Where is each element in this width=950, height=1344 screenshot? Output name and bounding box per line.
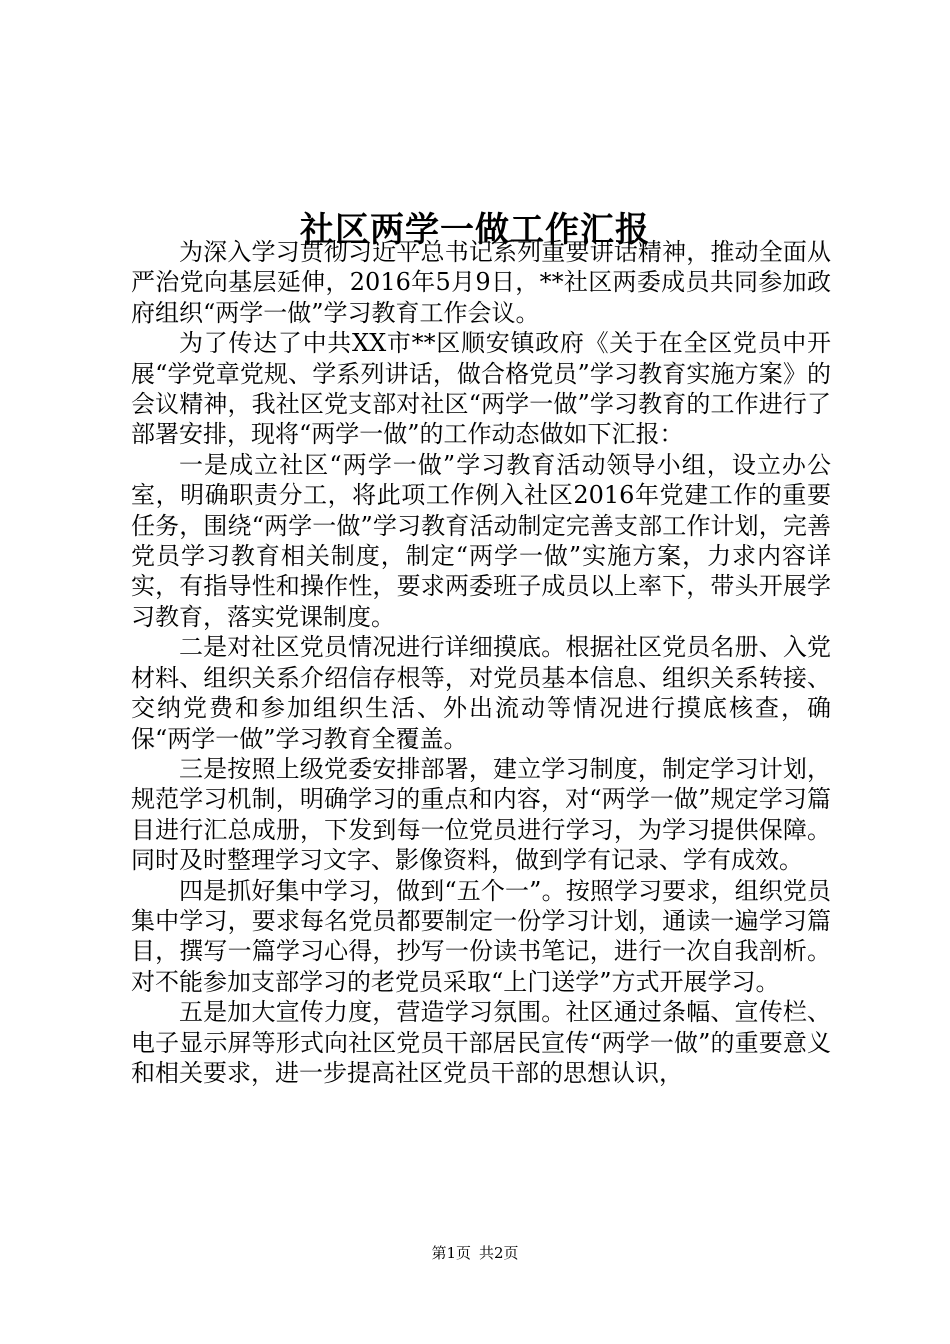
- paragraph-item-5: 五是加大宣传力度，营造学习氛围。社区通过条幅、宣传栏、电子显示屏等形式向社区党员干部居民宣传“两学一做”的重要意义和相关要求，进一步提高社区党员干部的思想认识，: [131, 998, 831, 1087]
- page-number-current: 第1页: [431, 1244, 471, 1262]
- paragraph-intro: 为深入学习贯彻习近平总书记系列重要讲话精神，推动全面从严治党向基层延伸，2016年5月9日，**社区两委成员共同参加政府组织“两学一做”学习教育工作会议。: [131, 238, 831, 327]
- paragraph-item-1: 一是成立社区“两学一做”学习教育活动领导小组，设立办公室，明确职责分工，将此项工作例入社区2016年党建工作的重要任务，围绕“两学一做”学习教育活动制定完善支部工作计划，完善党员学习教育相关制度，制定“两学一做”实施方案，力求内容详实，有指导性和操作性，要求两委班子成员以上率下，带头开展学习教育，落实党课制度。: [131, 450, 831, 631]
- paragraph-context: 为了传达了中共XX市**区顺安镇政府《关于在全区党员中开展“学党章党规、学系列讲话，做合格党员”学习教育实施方案》的会议精神，我社区党支部对社区“两学一做”学习教育的工作进行了部署安排，现将“两学一做”的工作动态做如下汇报：: [131, 329, 831, 449]
- document-title: 社区两学一做工作汇报: [300, 209, 650, 250]
- paragraph-item-3: 三是按照上级党委安排部署，建立学习制度，制定学习计划，规范学习机制，明确学习的重点和内容，对“两学一做”规定学习篇目进行汇总成册，下发到每一位党员进行学习，为学习提供保障。同时及时整理学习文字、影像资料，做到学有记录、学有成效。: [131, 754, 831, 875]
- document-body: [131, 237, 831, 1088]
- page-footer: [0, 1243, 950, 1263]
- paragraph-item-2: 二是对社区党员情况进行详细摸底。根据社区党员名册、入党材料、组织关系介绍信存根等，对党员基本信息、组织关系转接、交纳党费和参加组织生活、外出流动等情况进行摸底核查，确保“两学一做”学习教育全覆盖。: [131, 633, 831, 753]
- paragraph-item-4: 四是抓好集中学习，做到“五个一”。按照学习要求，组织党员集中学习，要求每名党员都要制定一份学习计划，通读一遍学习篇目，撰写一篇学习心得，抄写一份读书笔记，进行一次自我剖析。对不能参加支部学习的老党员采取“上门送学”方式开展学习。: [131, 876, 831, 996]
- page-number-total: 共2页: [479, 1244, 519, 1262]
